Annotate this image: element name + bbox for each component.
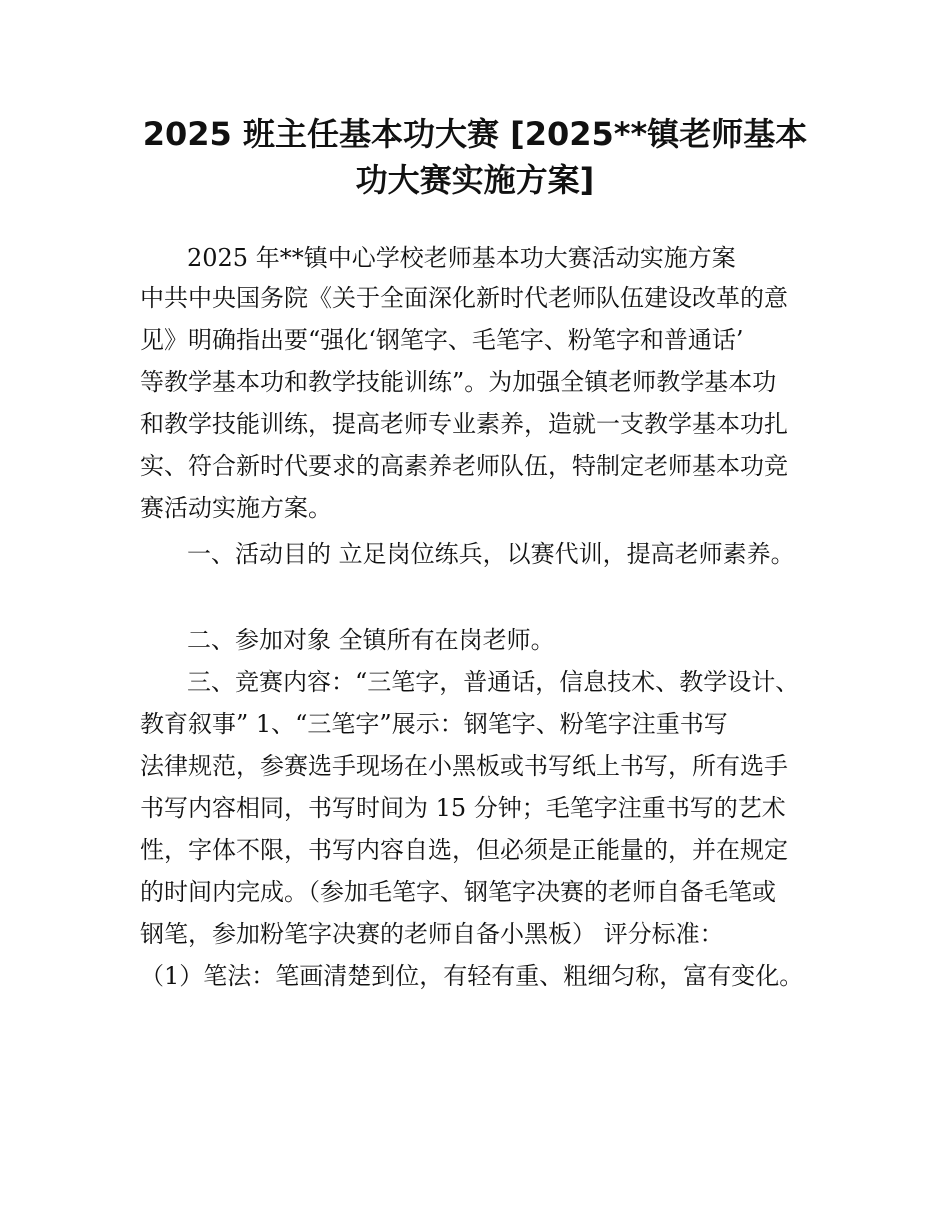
paragraph-line-13: 书写内容相同，书写时间为 15 分钟；毛笔字注重书写的艺术 bbox=[140, 794, 786, 822]
document-title-line-1: 2025 班主任基本功大赛 [2025**镇老师基本 bbox=[142, 115, 808, 153]
paragraph-line-5: 和教学技能训练，提高老师专业素养，造就一支教学基本功扎 bbox=[140, 410, 788, 438]
paragraph-line-6: 实、符合新时代要求的高素养老师队伍，特制定老师基本功竞 bbox=[140, 452, 788, 480]
paragraph-line-1: 2025 年**镇中心学校老师基本功大赛活动实施方案 bbox=[187, 244, 736, 272]
paragraph-line-10: 三、竞赛内容：“三笔字，普通话，信息技术、教学设计、 bbox=[187, 668, 800, 696]
paragraph-line-15: 的时间内完成。（参加毛笔字、钢笔字决赛的老师自备毛笔或 bbox=[140, 878, 776, 906]
paragraph-line-11: 教育叙事” 1、“三笔字”展示：钢笔字、粉笔字注重书写 bbox=[140, 710, 728, 738]
paragraph-line-16: 钢笔，参加粉笔字决赛的老师自备小黑板） 评分标准： bbox=[140, 920, 724, 948]
paragraph-line-14: 性，字体不限，书写内容自选，但必须是正能量的，并在规定 bbox=[140, 836, 788, 864]
paragraph-line-4: 等教学基本功和教学技能训练”。为加强全镇老师教学基本功 bbox=[140, 368, 777, 396]
paragraph-line-3: 见》明确指出要“强化‘钢笔字、毛笔字、粉笔字和普通话’ bbox=[140, 326, 744, 354]
paragraph-line-17: （1）笔法：笔画清楚到位，有轻有重、粗细匀称，富有变化。 bbox=[140, 962, 804, 990]
paragraph-line-2: 中共中央国务院《关于全面深化新时代老师队伍建设改革的意 bbox=[140, 284, 788, 312]
document-title-line-2: 功大赛实施方案] bbox=[355, 161, 595, 199]
paragraph-line-12: 法律规范，参赛选手现场在小黑板或书写纸上书写，所有选手 bbox=[140, 752, 788, 780]
paragraph-line-8: 一、活动目的 立足岗位练兵，以赛代训，提高老师素养。 bbox=[187, 540, 795, 568]
paragraph-line-9: 二、参加对象 全镇所有在岗老师。 bbox=[187, 626, 555, 654]
paragraph-line-7: 赛活动实施方案。 bbox=[140, 494, 332, 522]
